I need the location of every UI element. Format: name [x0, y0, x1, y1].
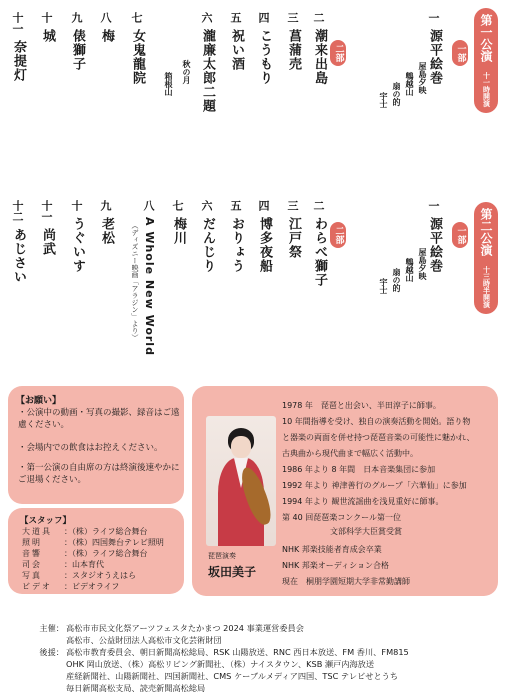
bio-line: NHK 邦楽オーディション合格 [282, 561, 389, 570]
program-2-part1-badge: 一部 [452, 222, 468, 248]
p2-item-1-sub-2: 鵯越山 [405, 258, 414, 282]
p1-item-1: 一 源平絵巻 [427, 12, 442, 85]
p2-item-6: 六 だんじり [200, 200, 215, 273]
support-line: OHK 岡山放送、（株）高松リビング新聞社、（株）ナイスタウン、KSB 瀬戸内海放送 [66, 659, 375, 669]
support-line: 産経新聞社、山陽新聞社、四国新聞社、CMS ケーブルメディア四国、TSC テレビせとうち [66, 671, 399, 681]
staff-row: 写真 ：スタジオうえはら [22, 571, 136, 580]
bio-line: 1978 年 琵琶と出会い、半田淳子に師事。 [282, 401, 441, 410]
staff-row: 司会 ：山本育代 [22, 560, 104, 569]
support-label: 後援： [39, 647, 64, 657]
bio-line: 10 年間指導を受け、独自の演奏活動を開始。語り物 [282, 417, 471, 426]
p1-item-3: 三 菖蒲売 [286, 12, 301, 71]
bio-line: NHK 邦楽技能者育成会卒業 [282, 545, 382, 554]
p2-item-1-sub-4: 宇士 [379, 278, 388, 294]
bio-line: 現在 桐朋学園短期大学非常勤講師 [282, 577, 410, 586]
host-label: 主催： [39, 623, 64, 633]
p2-item-1-sub-1: 屋島夕映 [418, 248, 427, 280]
p2-item-10: 十 うぐいす [70, 200, 85, 273]
p2-item-3: 三 江戸祭 [286, 200, 301, 259]
notice-item-2: ・会場内での飲食はお控えください。 [18, 443, 163, 453]
bio-line: 第 40 回琵琶楽コンクール第一位 [282, 513, 401, 522]
program-1-part2-badge: 二部 [330, 40, 346, 66]
p1-item-9: 九 俵獅子 [70, 12, 85, 71]
support-line: 毎日新聞高松支局、読売新聞高松総局 [66, 683, 206, 693]
p2-item-2: 二 わらべ獅子 [312, 200, 327, 287]
host-line: 高松市、公益財団法人高松市文化芸術財団 [66, 635, 222, 645]
p1-item-1-sub-2: 鵯越山 [405, 72, 414, 96]
bio-line: 1992 年より 神津善行のグループ「六華仙」に参加 [282, 481, 467, 490]
support-line: 高松市教育委員会、朝日新聞高松総局、RSK 山陽放送、RNC 西日本放送、FM 香川、FM815 [66, 647, 409, 657]
p1-item-1-sub-3: 扇の的 [392, 82, 401, 106]
p2-item-5: 五 おりょう [229, 200, 244, 273]
staff-row: 大道具 ：（株）ライフ総合舞台 [22, 527, 148, 536]
p1-item-1-sub-1: 屋島夕映 [418, 62, 427, 94]
bio-line: 1986 年より 8 年間 日本音楽集団に参加 [282, 465, 436, 474]
p1-item-5: 五 祝い酒 [229, 12, 244, 71]
p2-item-7: 七 梅川 [171, 200, 186, 245]
p1-item-6-sub-1: 秋の月 [182, 60, 191, 84]
p1-item-11: 十一 奈提灯 [11, 12, 26, 82]
p1-item-8: 八 梅 [99, 12, 114, 43]
notice-item-1: ・公演中の動画・写真の撮影、録音はご遠慮ください。 [18, 408, 180, 430]
program-2-badge: 第二公演 十三時半開演 [474, 202, 498, 314]
staff-row: ビデオ ：ビデオライフ [22, 582, 120, 591]
bio-line: と器楽の両面を併せ持つ琵琶音楽の可能性に魅かれ、 [282, 433, 475, 442]
program-2-part2-badge: 二部 [330, 222, 346, 248]
p2-item-4: 四 博多夜船 [257, 200, 272, 273]
footer-credits [26, 622, 496, 694]
p1-item-7: 七 女鬼龍院 [130, 12, 145, 85]
bio-line: 文部科学大臣賞受賞 [282, 527, 402, 536]
p1-item-1-sub-4: 宇士 [379, 92, 388, 108]
p2-item-12: 十二 あじさい [11, 200, 26, 284]
staff-heading: 【スタッフ】 [20, 516, 72, 526]
bio-line: 古典曲から現代曲まで幅広く活動中。 [282, 449, 418, 458]
staff-box [8, 508, 184, 594]
notice-heading: 【お願い】 [16, 396, 62, 406]
p2-item-1: 一 源平絵巻 [427, 200, 442, 273]
p2-item-8-sub: （ディズニー映画「アラジン」より） [131, 222, 139, 341]
p2-item-11: 十一 尚武 [40, 200, 55, 256]
p2-item-1-sub-3: 扇の的 [392, 268, 401, 292]
p2-item-8: 八 A Whole New World [142, 200, 156, 356]
host-line: 高松市市民文化祭アーツフェスタたかまつ 2024 事業運営委員会 [66, 623, 304, 633]
program-1-part1-badge: 一部 [452, 40, 468, 66]
p2-item-9: 九 老松 [99, 200, 114, 245]
performer-name: 坂田美子 [208, 565, 257, 579]
p1-item-6: 六 瀧廉太郎二題 [200, 12, 215, 113]
bio-line: 1994 年より 観世流謡曲を浅見重好に師事。 [282, 497, 444, 506]
p1-item-10: 十 城 [40, 12, 55, 43]
p1-item-4: 四 こうもり [257, 12, 272, 85]
notice-box [8, 386, 184, 504]
p1-item-6-sub-2: 箱根山 [164, 72, 173, 96]
notice-item-3: ・第一公演の自由席の方は終演後速やかにご退場ください。 [18, 463, 180, 485]
performer-photo [206, 416, 276, 546]
staff-row: 照明 ：（株）四国舞台テレビ照明 [22, 538, 164, 547]
staff-row: 音響 ：（株）ライフ総合舞台 [22, 549, 148, 558]
performer-title: 琵琶演奏 [208, 552, 236, 560]
program-1-badge: 第一公演 十一時開演 [474, 8, 498, 113]
p1-item-2: 二 潮来出島 [312, 12, 327, 85]
